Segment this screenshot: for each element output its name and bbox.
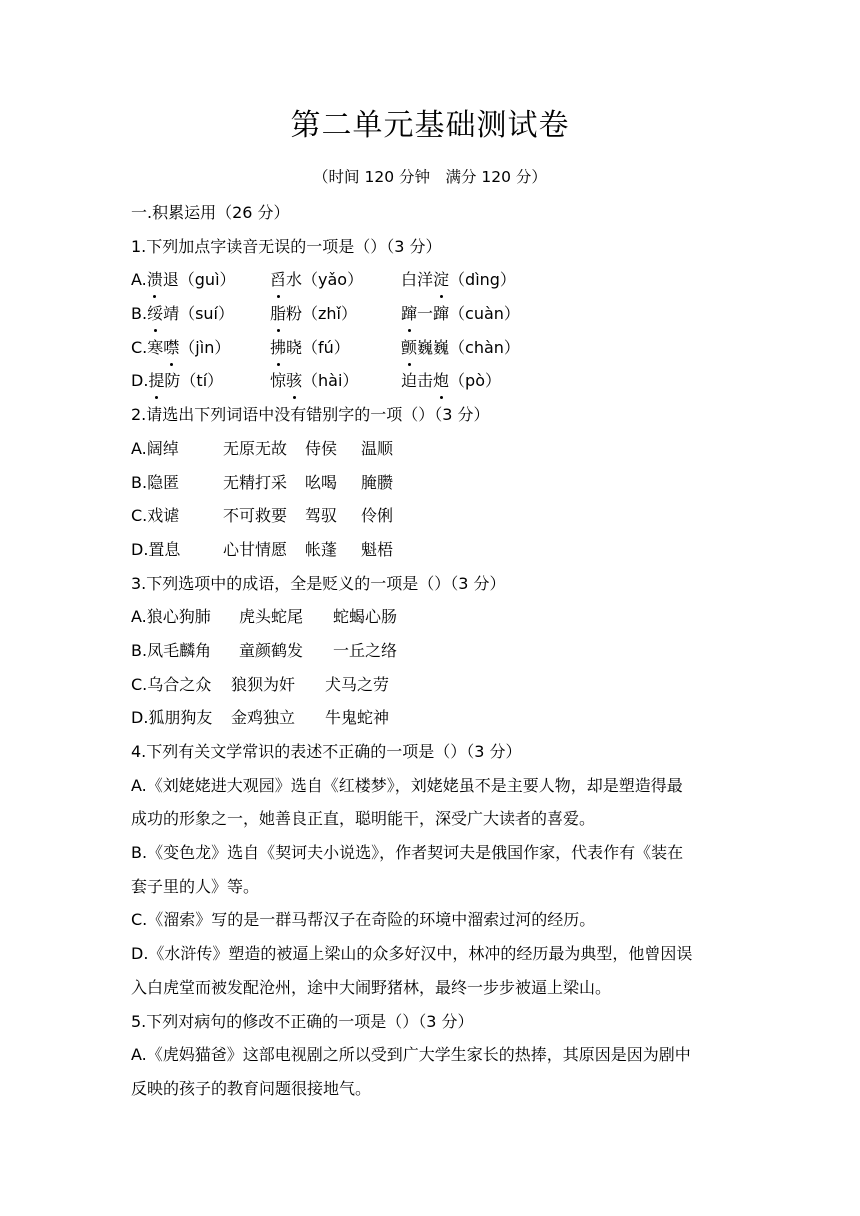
option-d-word-3: 迫击炮（pò）	[401, 367, 501, 395]
emphasis-dot-char: 骇	[286, 367, 302, 395]
question-1-stem: 1.下列加点字读音无误的一项是（）（3 分）	[131, 236, 442, 256]
question-4-option-d-line-2: 入白虎堂而被发配沧州，途中大闹野猪林，最终一步步被逼上梁山。	[131, 977, 612, 997]
option-c-word-1: C.寒噤（jìn）	[131, 334, 270, 362]
question-5-option-a-line-1: A.《虎妈猫爸》这部电视剧之所以受到广大学生家长的热捧，其原因是因为剧中	[131, 1045, 691, 1065]
question-2-option-d: D.置息 心甘情愿 帐蓬 魁梧	[131, 539, 394, 559]
emphasis-dot-char: 绥	[147, 300, 163, 328]
option-b-word-2: 脂粉（zhǐ）	[270, 300, 401, 328]
option-a-word-1: A.溃退（guì）	[131, 266, 270, 294]
emphasis-dot-char: 溃	[147, 266, 163, 294]
question-5-option-a-line-2: 反映的孩子的教育问题很接地气。	[131, 1078, 372, 1098]
question-5-stem: 5.下列对病句的修改不正确的一项是（）（3 分）	[131, 1011, 474, 1031]
question-2-option-a: A.阔绰 无原无故 侍侯 温顺	[131, 438, 394, 458]
question-3-option-c: C.乌合之众 狼狈为奸 犬马之劳	[131, 674, 390, 694]
question-1-option-c	[131, 334, 735, 368]
question-4-stem: 4.下列有关文学常识的表述不正确的一项是（）（3 分）	[131, 742, 522, 761]
question-4-option-d-line-1: D.《水浒传》塑造的被逼上梁山的众多好汉中，林冲的经历最为典型，他曾因误	[131, 944, 693, 964]
question-3-stem: 3.下列选项中的成语，全是贬义的一项是（）（3 分）	[131, 573, 506, 593]
emphasis-dot-char: 拂	[270, 334, 286, 362]
emphasis-dot-char: 炮	[433, 367, 449, 395]
option-c-word-2: 拂晓（fú）	[270, 334, 401, 362]
question-4-option-c: C.《溜索》写的是一群马帮汉子在奇险的环境中溜索过河的经历。	[131, 910, 596, 930]
question-4-option-a-line-2: 成功的形象之一，她善良正直，聪明能干，深受广大读者的喜爱。	[131, 809, 596, 829]
emphasis-dot-char: 噤	[163, 334, 179, 362]
question-2-option-b: B.隐匿 无精打采 吆喝 腌臜	[131, 472, 394, 492]
emphasis-dot-char: 淀	[433, 266, 449, 294]
question-3-option-a: A.狼心狗肺 虎头蛇尾 蛇蝎心肠	[131, 607, 398, 627]
question-2-option-c: C.戏谑 不可救要 驾驭 伶俐	[131, 506, 394, 526]
emphasis-dot-char: 蹿	[401, 300, 417, 328]
question-3-option-d: D.狐朋狗友 金鸡独立 牛鬼蛇神	[131, 708, 390, 728]
question-4-option-a-line-1: A.《刘姥姥进大观园》选自《红楼梦》，刘姥姥虽不是主要人物，却是塑造得最	[131, 775, 683, 795]
question-3-option-b: B.凤毛麟角 童颜鹤发 一丘之络	[131, 640, 398, 660]
question-2-stem: 2.请选出下列词语中没有错别字的一项（）（3 分）	[131, 405, 490, 425]
page-title: 第二单元基础测试卷	[290, 108, 570, 143]
section-heading: 一.积累运用（26 分）	[131, 203, 290, 222]
option-b-word-3: 蹿一蹿（cuàn）	[401, 300, 520, 328]
exam-info: （时间 120 分钟 满分 120 分）	[313, 168, 547, 186]
emphasis-dot-char: 脂	[270, 300, 286, 328]
option-c-word-3: 颤巍巍（chàn）	[401, 334, 520, 362]
question-1-option-a	[131, 266, 735, 300]
question-1-option-b	[131, 300, 735, 334]
option-b-word-1: B.绥靖（suí）	[131, 300, 270, 328]
option-d-word-2: 惊骇（hài）	[270, 367, 401, 395]
emphasis-dot-char: 颤	[401, 334, 417, 362]
question-4-option-b-line-2: 套子里的人》等。	[131, 876, 260, 896]
emphasis-dot-char: 舀	[270, 266, 286, 294]
question-body	[131, 199, 735, 1109]
question-1-option-d	[131, 367, 735, 401]
question-4-option-b-line-1: B.《变色龙》选自《契诃夫小说选》，作者契诃夫是俄国作家，代表作有《装在	[131, 843, 684, 863]
emphasis-dot-char: 提	[148, 367, 164, 395]
option-a-word-3: 白洋淀（dìng）	[401, 266, 516, 294]
option-d-word-1: D.提防（tí）	[131, 367, 270, 395]
option-a-word-2: 舀水（yǎo）	[270, 266, 401, 294]
